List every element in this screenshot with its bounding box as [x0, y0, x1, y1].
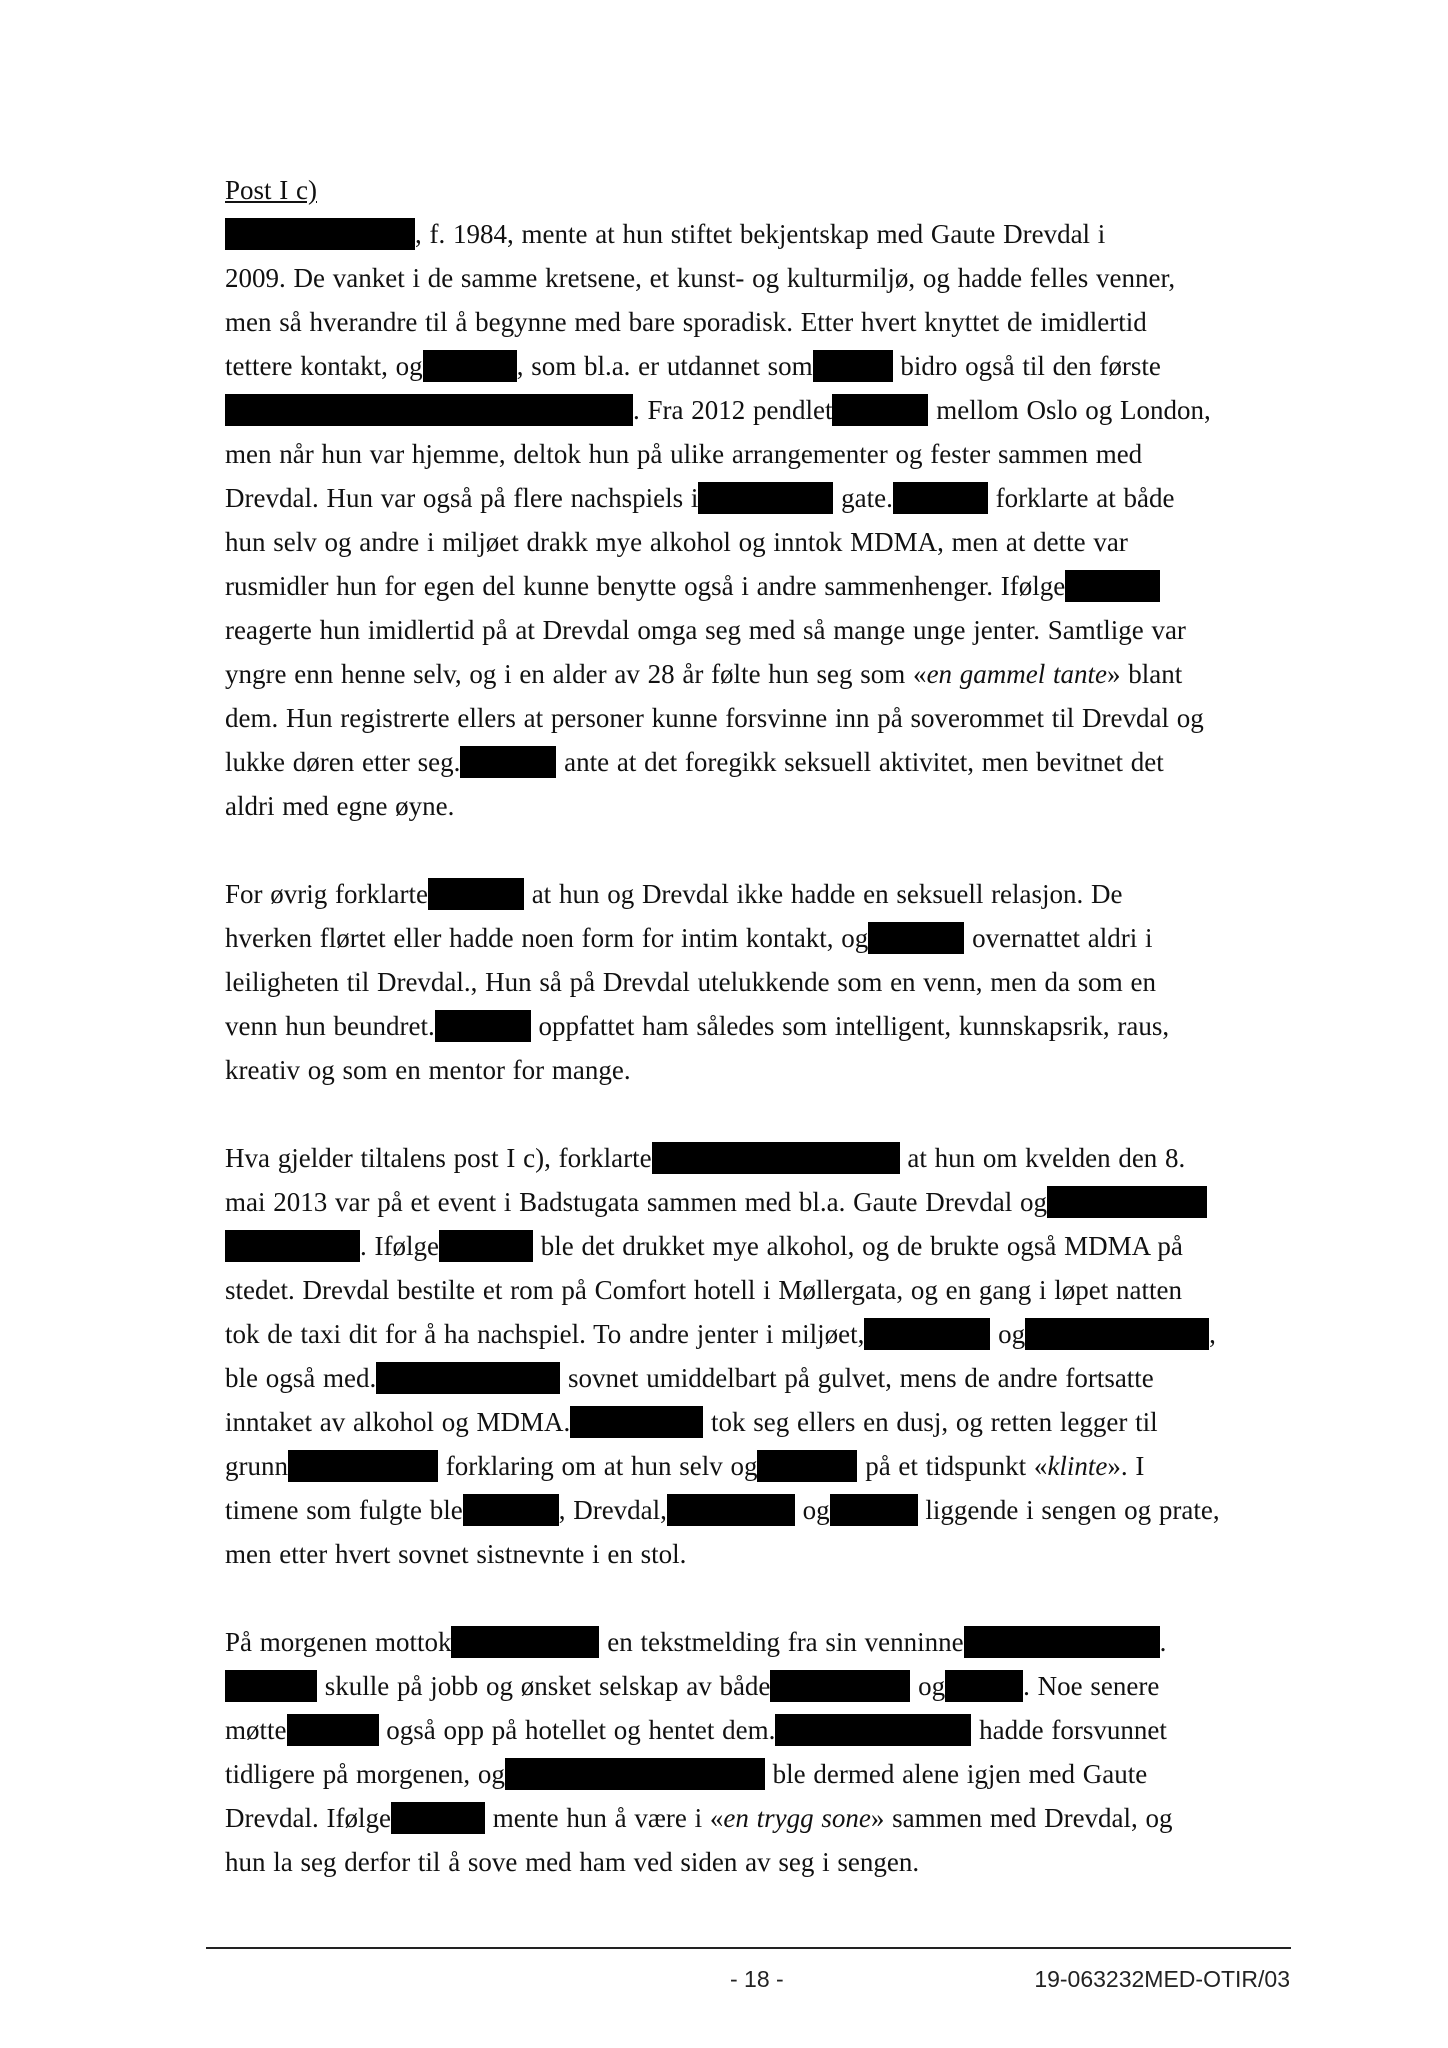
redaction-block	[463, 1494, 559, 1526]
redaction-block	[770, 1670, 910, 1702]
redaction-block	[667, 1494, 795, 1526]
footer-divider	[206, 1947, 1291, 1949]
redaction-block	[423, 350, 517, 382]
redaction-block	[460, 746, 556, 778]
redaction-block	[439, 1230, 533, 1262]
redaction-block	[757, 1450, 857, 1482]
redaction-block	[775, 1714, 971, 1746]
paragraph-4: På morgenen mottok en tekstmelding fra sin venninne . skulle på jobb og ønsket selskap av både og . Noe senere møtte også opp på hotellet og hentet dem. hadde forsvunnet tidligere på morgenen, og ble dermed alene igjen med Gaute Drevdal. Ifølge mente hun å være i «en trygg sone» sammen med Drevdal, og hun la seg derfor til å sove med ham ved siden av seg i sengen.	[225, 1627, 1173, 1877]
redaction-block	[964, 1626, 1160, 1658]
redaction-block	[868, 922, 964, 954]
redaction-block	[570, 1406, 703, 1438]
redaction-block	[376, 1362, 560, 1394]
redaction-block	[391, 1802, 485, 1834]
redaction-block	[893, 482, 988, 514]
redaction-block	[864, 1318, 990, 1350]
redaction-block	[451, 1626, 599, 1658]
paragraph-3: Hva gjelder tiltalens post I c), forklarte at hun om kvelden den 8. mai 2013 var på et event i Badstugata sammen med bl.a. Gaute Drevdal og . Ifølge ble det drukket mye alkohol, og de brukte også MDMA på stedet. Drevdal bestilte et rom på Comfort hotell i Møllergata, og en gang i løpet natten tok de taxi dit for å ha nachspiel. To andre jenter i miljøet, og , ble også med. sovnet umiddelbart på gulvet, mens de andre fortsatte inntaket av alkohol og MDMA. tok seg ellers en dusj, og retten legger til grunn forklaring om at hun selv og på et tidspunkt «klinte». I timene som fulgte ble , Drevdal, og liggende i sengen og prate, men etter hvert sovnet sistnevnte i en stol.	[225, 1143, 1220, 1569]
redaction-block	[288, 1450, 438, 1482]
redaction-block	[225, 218, 415, 250]
redaction-block	[832, 394, 928, 426]
redaction-block	[1065, 570, 1160, 602]
redaction-block	[435, 1010, 531, 1042]
case-reference: 19-063232MED-OTIR/03	[1034, 1966, 1290, 1992]
paragraph-2: For øvrig forklarte at hun og Drevdal ikke hadde en seksuell relasjon. De hverken flørtet eller hadde noen form for intim kontakt, og overnattet aldri i leiligheten til Drevdal., Hun så på Drevdal utelukkende som en venn, men da som en venn hun beundret. oppfattet ham således som intelligent, kunnskapsrik, raus, kreativ og som en mentor for mange.	[225, 879, 1170, 1085]
redaction-block	[945, 1670, 1023, 1702]
section-heading: Post I c)	[225, 175, 317, 205]
redaction-block	[428, 878, 524, 910]
redaction-block	[1047, 1186, 1207, 1218]
redaction-block	[1025, 1318, 1209, 1350]
redaction-block	[830, 1494, 918, 1526]
redaction-block	[225, 1230, 360, 1262]
redaction-block	[698, 482, 833, 514]
redaction-block	[287, 1714, 379, 1746]
paragraph-1: , f. 1984, mente at hun stiftet bekjentskap med Gaute Drevdal i 2009. De vanket i de samme kretsene, et kunst- og kulturmiljø, og hadde felles venner, men så hverandre til å begynne med bare sporadisk. Etter hvert knyttet de imidlertid tettere kontakt, og , som bl.a. er utdannet som bidro også til den første . Fra 2012 pendlet mellom Oslo og London, men når hun var hjemme, deltok hun på ulike arrangementer og fester sammen med Drevdal. Hun var også på flere nachspiels i gate. forklarte at både hun selv og andre i miljøet drakk mye alkohol og inntok MDMA, men at dette var rusmidler hun for egen del kunne benytte også i andre sammenhenger. Ifølge reagerte hun imidlertid på at Drevdal omga seg med så mange unge jenter. Samtlige var yngre enn henne selv, og i en alder av 28 år følte hun seg som «en gammel tante» blant dem. Hun registrerte ellers at personer kunne forsvinne inn på soverommet til Drevdal og lukke døren etter seg. ante at det foregikk seksuell aktivitet, men bevitnet det aldri med egne øyne.	[225, 219, 1211, 821]
redaction-block	[652, 1142, 900, 1174]
redaction-block	[225, 1670, 317, 1702]
page-number: - 18 -	[730, 1966, 784, 1992]
redaction-block	[225, 394, 633, 426]
redaction-block	[505, 1758, 765, 1790]
redaction-block	[813, 350, 893, 382]
